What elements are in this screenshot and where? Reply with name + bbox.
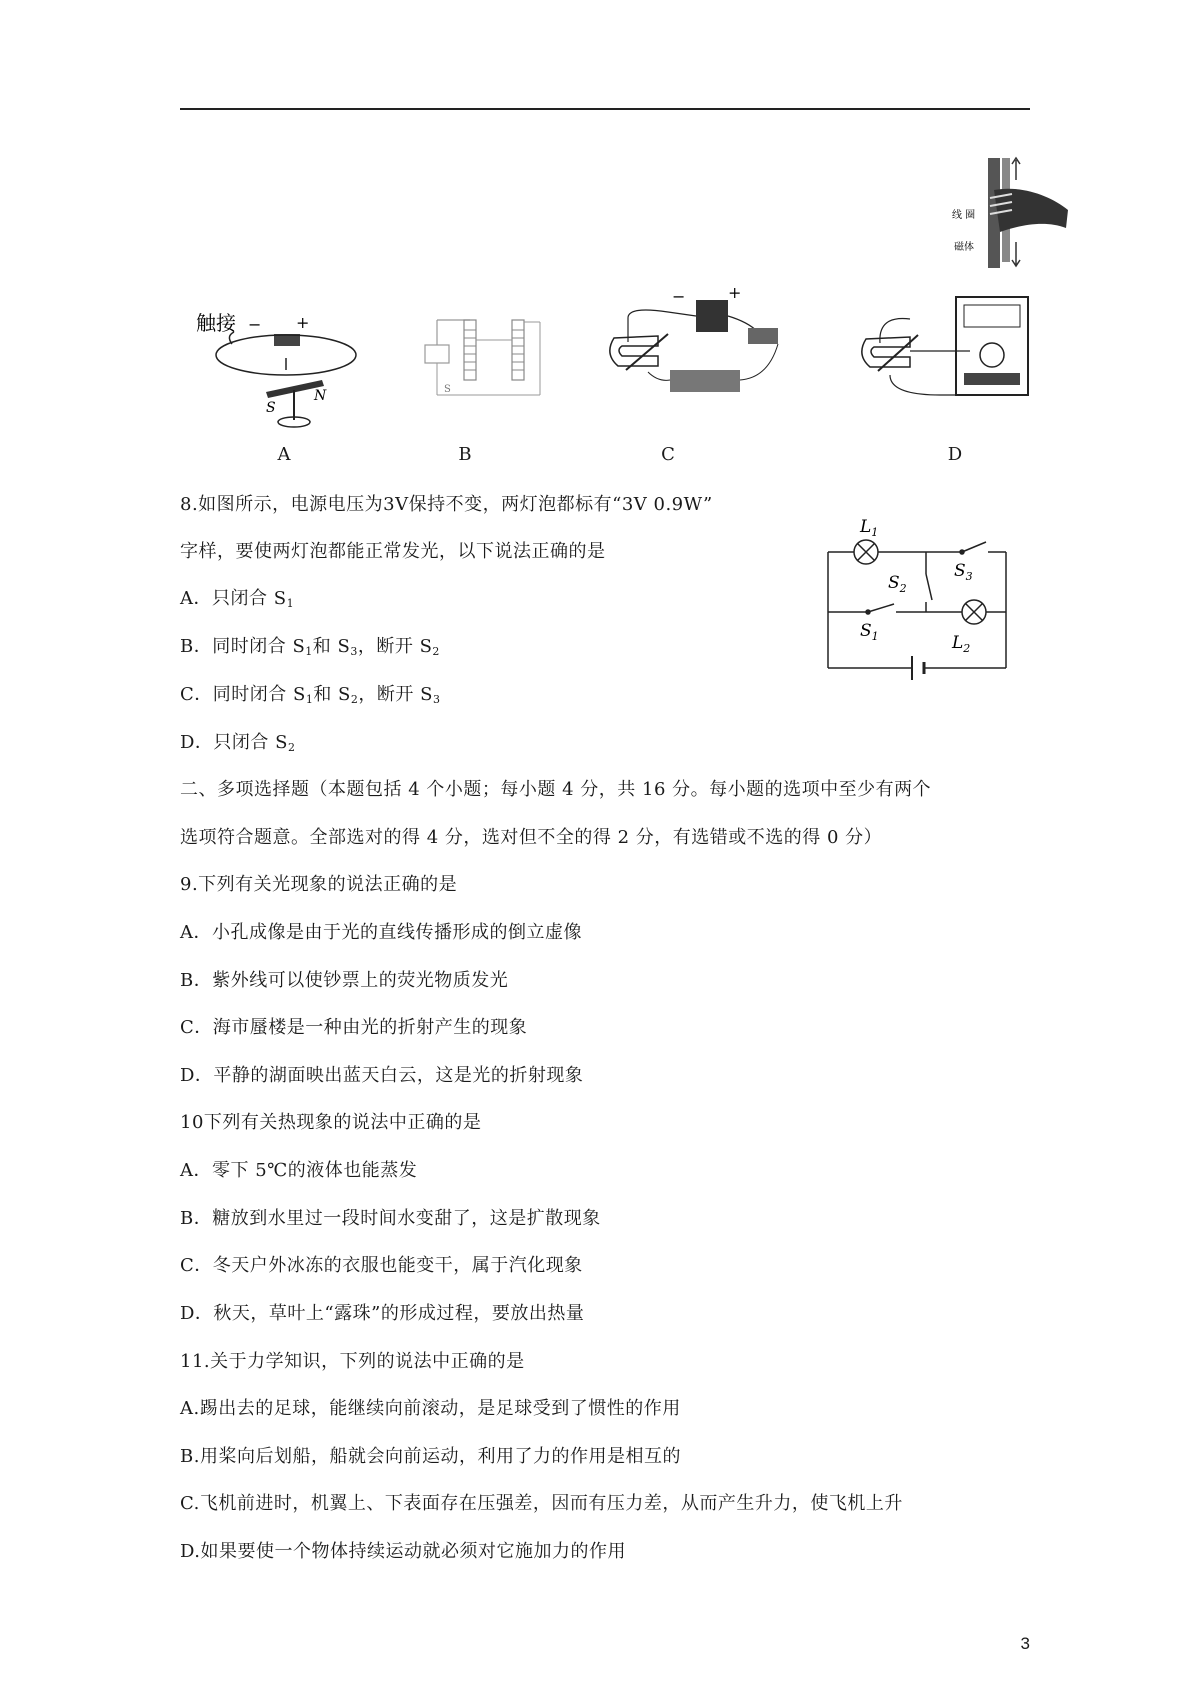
svg-text:S: S	[444, 384, 451, 395]
electromagnet-1	[464, 320, 476, 380]
q10-option-b: B．糖放到水里过一段时间水变甜了，这是扩散现象	[180, 1208, 601, 1229]
electromagnet-2	[512, 320, 524, 380]
q9-stem: 9.下列有关光现象的说法正确的是	[180, 874, 458, 895]
l1-label: $L_1$	[860, 517, 879, 539]
svg-text:N: N	[314, 388, 327, 404]
rheostat	[670, 370, 740, 392]
svg-text:−: −	[672, 287, 686, 306]
s1-label: $S_1$	[860, 621, 879, 643]
q9-option-d: D．平静的湖面映出蓝天白云，这是光的折射现象	[180, 1065, 584, 1086]
page-number: 3	[1020, 1634, 1030, 1653]
q9-option-a: A．小孔成像是由于光的直线传播形成的倒立虚像	[180, 922, 582, 943]
header-rule	[180, 108, 1030, 110]
q11-stem: 11.关于力学知识，下列的说法中正确的是	[180, 1351, 525, 1372]
s2-label: $S_2$	[888, 573, 907, 595]
q8-option-a: A．只闭合 $S_1$	[180, 588, 295, 610]
svg-text:S: S	[266, 400, 276, 416]
section2-heading-line2: 选项符合题意。全部选对的得 4 分，选对但不全的得 2 分，有选错或不选的得 0 分）	[180, 827, 883, 848]
q8-line2: 字样，要使两灯泡都能正常发光，以下说法正确的是	[180, 541, 606, 562]
figure-c-caption: C	[661, 444, 675, 465]
switch-s1	[868, 604, 894, 612]
svg-text:+: +	[728, 283, 742, 302]
q11-option-a: A.踢出去的足球，能继续向前滚动，是足球受到了惯性的作用	[180, 1398, 681, 1419]
touch-label: 触接	[196, 311, 236, 335]
hand-coil-figure	[950, 150, 1070, 270]
s3-label: $S_3$	[954, 561, 973, 583]
l2-label: $L_2$	[952, 633, 971, 655]
switch	[748, 328, 778, 344]
q8-option-c: C．同时闭合 $S_1$和 $S_2$，断开 $S_3$	[180, 684, 441, 706]
battery-box	[696, 300, 728, 332]
figure-d	[860, 295, 1040, 420]
magnet-label: 磁体	[954, 242, 974, 253]
figure-b	[420, 310, 550, 405]
q10-stem: 10下列有关热现象的说法中正确的是	[180, 1112, 482, 1133]
coil-label: 线 圈	[952, 210, 976, 221]
section2-heading-line1: 二、多项选择题（本题包括 4 个小题；每小题 4 分，共 16 分。每小题的选项中至少有两个	[180, 779, 932, 800]
q11-option-c: C.飞机前进时，机翼上、下表面存在压强差，因而有压力差，从而产生升力，使飞机上升	[180, 1493, 903, 1514]
q8-line1: 8.如图所示，电源电压为3V保持不变，两灯泡都标有“3V 0.9W”	[180, 494, 713, 515]
u-magnet	[610, 336, 658, 366]
u-magnet-d	[862, 337, 910, 367]
q11-option-b: B.用桨向后划船，船就会向前运动，利用了力的作用是相互的	[180, 1446, 681, 1467]
switch-s3	[962, 542, 986, 552]
svg-text:+: +	[296, 313, 310, 332]
q9-option-c: C．海市蜃楼是一种由光的折射产生的现象	[180, 1017, 528, 1038]
q11-option-d: D.如果要使一个物体持续运动就必须对它施加力的作用	[180, 1541, 627, 1562]
switch-s2	[926, 574, 932, 600]
q10-option-d: D．秋天，草叶上“露珠”的形成过程，要放出热量	[180, 1303, 585, 1324]
svg-text:−: −	[248, 315, 262, 334]
q9-option-b: B．紫外线可以使钞票上的荧光物质发光	[180, 970, 509, 991]
figure-a-caption: A	[277, 444, 291, 465]
q10-option-a: A．零下 5℃的液体也能蒸发	[180, 1160, 418, 1181]
figure-b-caption: B	[458, 444, 472, 465]
figure-d-caption: D	[947, 444, 963, 465]
figure-a	[196, 300, 366, 445]
circuit-diagram	[822, 512, 1022, 690]
q10-option-c: C．冬天户外冰冻的衣服也能变干，属于汽化现象	[180, 1255, 583, 1276]
figure-c	[608, 282, 798, 417]
q8-option-d: D．只闭合 $S_2$	[180, 732, 296, 754]
q8-option-b: B．同时闭合 $S_1$和 $S_3$，断开 $S_2$	[180, 636, 440, 658]
